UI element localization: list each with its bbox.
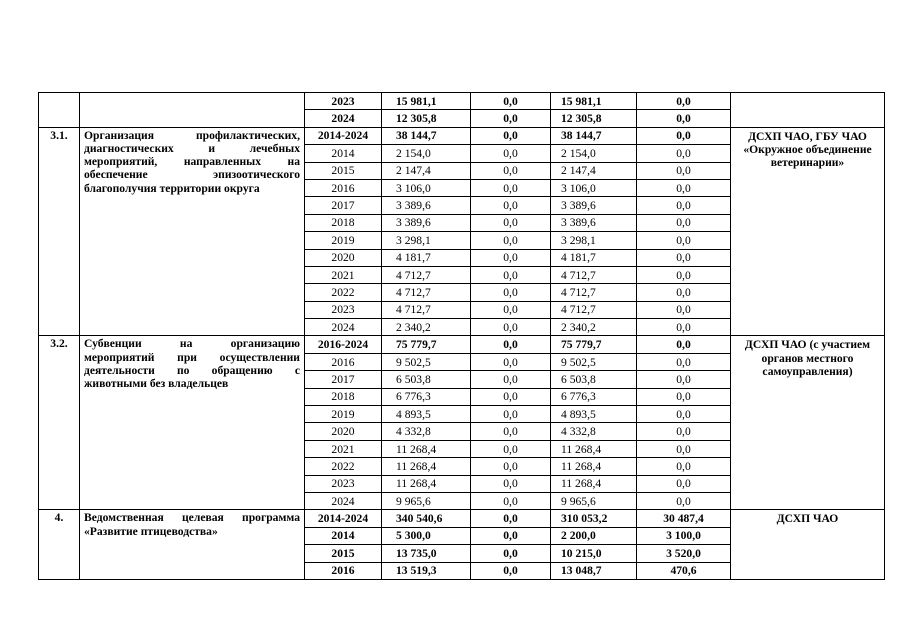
item-number: 3.2. xyxy=(39,336,80,510)
responsible-executor: ДСХП ЧАО, ГБУ ЧАО «Окружное объединение ветеринарии» xyxy=(731,127,885,336)
federal-budget-amount: 0,0 xyxy=(637,492,731,509)
federal-budget-amount: 0,0 xyxy=(637,423,731,440)
year-cell: 2014 xyxy=(305,145,382,162)
total-amount: 6 776,3 xyxy=(382,388,471,405)
federal-budget-amount: 0,0 xyxy=(637,214,731,231)
district-budget-amount: 0,0 xyxy=(471,423,551,440)
responsible-executor: ДСХП ЧАО xyxy=(731,510,885,580)
federal-budget-amount: 0,0 xyxy=(637,266,731,283)
year-cell: 2016-2024 xyxy=(305,336,382,353)
total-amount: 13 735,0 xyxy=(382,545,471,562)
year-cell: 2014-2024 xyxy=(305,510,382,527)
federal-budget-amount: 0,0 xyxy=(637,93,731,110)
total-amount: 12 305,8 xyxy=(382,110,471,127)
year-cell: 2019 xyxy=(305,232,382,249)
total-amount: 6 503,8 xyxy=(382,371,471,388)
district-budget-amount: 0,0 xyxy=(471,475,551,492)
year-cell: 2018 xyxy=(305,388,382,405)
regional-budget-amount: 11 268,4 xyxy=(551,458,637,475)
year-cell: 2017 xyxy=(305,197,382,214)
total-amount: 9 502,5 xyxy=(382,353,471,370)
year-cell: 2021 xyxy=(305,440,382,457)
program-funding-table xyxy=(38,92,885,580)
year-cell: 2017 xyxy=(305,371,382,388)
total-amount: 340 540,6 xyxy=(382,510,471,527)
regional-budget-amount: 2 200,0 xyxy=(551,527,637,544)
regional-budget-amount: 11 268,4 xyxy=(551,475,637,492)
total-amount: 2 147,4 xyxy=(382,162,471,179)
district-budget-amount: 0,0 xyxy=(471,145,551,162)
regional-budget-amount: 9 502,5 xyxy=(551,353,637,370)
federal-budget-amount: 3 520,0 xyxy=(637,545,731,562)
year-cell: 2018 xyxy=(305,214,382,231)
federal-budget-amount: 0,0 xyxy=(637,440,731,457)
district-budget-amount: 0,0 xyxy=(471,197,551,214)
district-budget-amount: 0,0 xyxy=(471,440,551,457)
total-amount: 3 298,1 xyxy=(382,232,471,249)
federal-budget-amount: 0,0 xyxy=(637,249,731,266)
regional-budget-amount: 6 776,3 xyxy=(551,388,637,405)
regional-budget-amount: 2 154,0 xyxy=(551,145,637,162)
regional-budget-amount: 15 981,1 xyxy=(551,93,637,110)
federal-budget-amount: 0,0 xyxy=(637,127,731,144)
item-number: 3.1. xyxy=(39,127,80,336)
regional-budget-amount: 3 298,1 xyxy=(551,232,637,249)
regional-budget-amount: 4 181,7 xyxy=(551,249,637,266)
total-amount: 9 965,6 xyxy=(382,492,471,509)
regional-budget-amount: 3 389,6 xyxy=(551,197,637,214)
district-budget-amount: 0,0 xyxy=(471,562,551,579)
year-cell: 2016 xyxy=(305,353,382,370)
federal-budget-amount: 0,0 xyxy=(637,371,731,388)
regional-budget-amount: 4 893,5 xyxy=(551,406,637,423)
total-amount: 2 340,2 xyxy=(382,319,471,336)
item-number: 4. xyxy=(39,510,80,580)
federal-budget-amount: 0,0 xyxy=(637,475,731,492)
total-amount: 4 332,8 xyxy=(382,423,471,440)
federal-budget-amount: 0,0 xyxy=(637,301,731,318)
district-budget-amount: 0,0 xyxy=(471,353,551,370)
item-description: Субвенции на организацию мероприятий при осуществлении деятельности по обращению с животными без владельцев xyxy=(80,336,305,510)
year-cell: 2015 xyxy=(305,545,382,562)
table-row xyxy=(39,510,885,527)
district-budget-amount: 0,0 xyxy=(471,284,551,301)
total-amount: 11 268,4 xyxy=(382,440,471,457)
year-cell: 2024 xyxy=(305,492,382,509)
federal-budget-amount: 3 100,0 xyxy=(637,527,731,544)
federal-budget-amount: 0,0 xyxy=(637,110,731,127)
total-amount: 3 389,6 xyxy=(382,214,471,231)
federal-budget-amount: 30 487,4 xyxy=(637,510,731,527)
year-cell: 2022 xyxy=(305,284,382,301)
district-budget-amount: 0,0 xyxy=(471,545,551,562)
district-budget-amount: 0,0 xyxy=(471,232,551,249)
district-budget-amount: 0,0 xyxy=(471,214,551,231)
table-row xyxy=(39,127,885,144)
regional-budget-amount: 75 779,7 xyxy=(551,336,637,353)
regional-budget-amount: 9 965,6 xyxy=(551,492,637,509)
district-budget-amount: 0,0 xyxy=(471,371,551,388)
table-row xyxy=(39,336,885,353)
regional-budget-amount: 2 340,2 xyxy=(551,319,637,336)
total-amount: 2 154,0 xyxy=(382,145,471,162)
federal-budget-amount: 0,0 xyxy=(637,388,731,405)
regional-budget-amount: 11 268,4 xyxy=(551,440,637,457)
regional-budget-amount: 12 305,8 xyxy=(551,110,637,127)
total-amount: 4 712,7 xyxy=(382,266,471,283)
federal-budget-amount: 0,0 xyxy=(637,336,731,353)
year-cell: 2016 xyxy=(305,179,382,196)
year-cell: 2024 xyxy=(305,319,382,336)
year-cell: 2023 xyxy=(305,301,382,318)
table-row xyxy=(39,93,885,110)
regional-budget-amount: 3 106,0 xyxy=(551,179,637,196)
year-cell: 2020 xyxy=(305,423,382,440)
total-amount: 5 300,0 xyxy=(382,527,471,544)
district-budget-amount: 0,0 xyxy=(471,249,551,266)
total-amount: 4 893,5 xyxy=(382,406,471,423)
district-budget-amount: 0,0 xyxy=(471,492,551,509)
federal-budget-amount: 0,0 xyxy=(637,145,731,162)
federal-budget-amount: 0,0 xyxy=(637,284,731,301)
district-budget-amount: 0,0 xyxy=(471,179,551,196)
item-description: Ведомственная целевая программа «Развитие птицеводства» xyxy=(80,510,305,580)
regional-budget-amount: 310 053,2 xyxy=(551,510,637,527)
federal-budget-amount: 0,0 xyxy=(637,162,731,179)
federal-budget-amount: 0,0 xyxy=(637,353,731,370)
regional-budget-amount: 13 048,7 xyxy=(551,562,637,579)
year-cell: 2024 xyxy=(305,110,382,127)
year-cell: 2022 xyxy=(305,458,382,475)
district-budget-amount: 0,0 xyxy=(471,336,551,353)
federal-budget-amount: 470,6 xyxy=(637,562,731,579)
total-amount: 13 519,3 xyxy=(382,562,471,579)
district-budget-amount: 0,0 xyxy=(471,388,551,405)
total-amount: 3 389,6 xyxy=(382,197,471,214)
item-number xyxy=(39,93,80,128)
responsible-executor xyxy=(731,93,885,128)
district-budget-amount: 0,0 xyxy=(471,406,551,423)
federal-budget-amount: 0,0 xyxy=(637,319,731,336)
district-budget-amount: 0,0 xyxy=(471,266,551,283)
total-amount: 38 144,7 xyxy=(382,127,471,144)
district-budget-amount: 0,0 xyxy=(471,301,551,318)
regional-budget-amount: 6 503,8 xyxy=(551,371,637,388)
district-budget-amount: 0,0 xyxy=(471,510,551,527)
total-amount: 75 779,7 xyxy=(382,336,471,353)
regional-budget-amount: 3 389,6 xyxy=(551,214,637,231)
total-amount: 11 268,4 xyxy=(382,475,471,492)
item-description: Организация профилактических, диагностических и лечебных мероприятий, направленных на обеспечение эпизоотического благополучия территории округа xyxy=(80,127,305,336)
total-amount: 4 712,7 xyxy=(382,301,471,318)
year-cell: 2023 xyxy=(305,475,382,492)
table-body xyxy=(39,93,885,580)
year-cell: 2014 xyxy=(305,527,382,544)
total-amount: 4 181,7 xyxy=(382,249,471,266)
responsible-executor: ДСХП ЧАО (с участием органов местного самоуправления) xyxy=(731,336,885,510)
district-budget-amount: 0,0 xyxy=(471,319,551,336)
total-amount: 4 712,7 xyxy=(382,284,471,301)
regional-budget-amount: 10 215,0 xyxy=(551,545,637,562)
regional-budget-amount: 4 712,7 xyxy=(551,266,637,283)
total-amount: 3 106,0 xyxy=(382,179,471,196)
year-cell: 2020 xyxy=(305,249,382,266)
district-budget-amount: 0,0 xyxy=(471,127,551,144)
federal-budget-amount: 0,0 xyxy=(637,232,731,249)
item-description xyxy=(80,93,305,128)
regional-budget-amount: 4 712,7 xyxy=(551,284,637,301)
year-cell: 2016 xyxy=(305,562,382,579)
federal-budget-amount: 0,0 xyxy=(637,406,731,423)
total-amount: 11 268,4 xyxy=(382,458,471,475)
regional-budget-amount: 38 144,7 xyxy=(551,127,637,144)
district-budget-amount: 0,0 xyxy=(471,162,551,179)
total-amount: 15 981,1 xyxy=(382,93,471,110)
year-cell: 2023 xyxy=(305,93,382,110)
year-cell: 2014-2024 xyxy=(305,127,382,144)
federal-budget-amount: 0,0 xyxy=(637,458,731,475)
federal-budget-amount: 0,0 xyxy=(637,179,731,196)
regional-budget-amount: 4 712,7 xyxy=(551,301,637,318)
year-cell: 2015 xyxy=(305,162,382,179)
district-budget-amount: 0,0 xyxy=(471,458,551,475)
district-budget-amount: 0,0 xyxy=(471,93,551,110)
district-budget-amount: 0,0 xyxy=(471,527,551,544)
year-cell: 2021 xyxy=(305,266,382,283)
district-budget-amount: 0,0 xyxy=(471,110,551,127)
regional-budget-amount: 4 332,8 xyxy=(551,423,637,440)
federal-budget-amount: 0,0 xyxy=(637,197,731,214)
regional-budget-amount: 2 147,4 xyxy=(551,162,637,179)
year-cell: 2019 xyxy=(305,406,382,423)
